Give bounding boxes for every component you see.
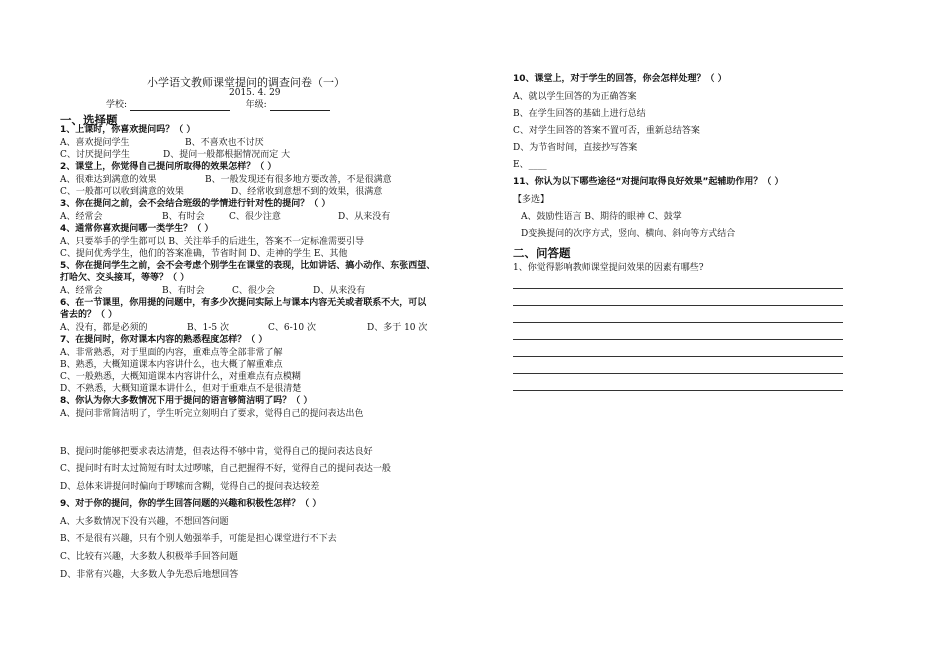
question-1: 1、上课时，你喜欢提问吗？（ ） — [60, 125, 196, 135]
multi-select-note: 【多选】 — [513, 195, 550, 205]
option-10c[interactable]: C、对学生回答的答案不置可否，重新总结答案 — [513, 126, 700, 136]
answer-line[interactable] — [513, 288, 843, 289]
option-10a[interactable]: A、就以学生回答的为正确答案 — [513, 92, 637, 102]
option-3a[interactable]: A、经常会 — [60, 212, 103, 222]
grade-label: 年级: — [245, 100, 267, 110]
answer-line[interactable] — [513, 373, 843, 374]
option-1d[interactable]: D、提问一般都根据情况而定 大 — [163, 150, 291, 160]
option-1a[interactable]: A、喜欢提问学生 — [60, 138, 130, 148]
school-field — [106, 100, 330, 111]
question-6: 6、在一节课里，你用提的问题中，有多少次提问实际上与课本内容无关或者联系不大，可以 — [60, 298, 427, 308]
question-5-cont: 打哈欠、交头接耳，等等？（ ） — [60, 273, 190, 283]
option-8b[interactable]: B、提问时能够把要求表达清楚，但表达得不够中肯，觉得自己的提问表达良好 — [60, 447, 373, 457]
option-10e[interactable]: E、____ — [513, 160, 547, 170]
option-3c[interactable]: C、很少注意 — [229, 212, 281, 222]
option-3b[interactable]: B、有时会 — [162, 212, 205, 222]
option-7c[interactable]: C、一般熟悉，大概知道课本内容讲什么，对重难点有点模糊 — [60, 372, 301, 382]
question-6-cont: 省去的？（ ） — [60, 310, 118, 320]
answer-line[interactable] — [513, 339, 843, 340]
option-7b[interactable]: B、熟悉，大概知道课本内容讲什么，也大概了解重难点 — [60, 360, 283, 370]
page-title: 小学语文教师课堂提问的调查问卷（一） — [147, 76, 345, 89]
question-3: 3、你在提问之前，会不会结合班级的学情进行针对性的提问？（ ） — [60, 199, 331, 209]
option-7a[interactable]: A、非常熟悉，对于里面的内容，重难点等全部非常了解 — [60, 348, 283, 358]
option-6a[interactable]: A、没有，都是必须的 — [60, 323, 148, 333]
options-4-line2[interactable]: C、提问优秀学生，他们的答案准确，节省时间 D、走神的学生 E、其他 — [60, 249, 348, 259]
options-11-line1[interactable]: A、鼓励性语言 B、期待的眼神 C、鼓掌 — [521, 212, 682, 222]
option-3d[interactable]: D、从来没有 — [338, 212, 391, 222]
question-10: 10、课堂上，对于学生的回答，你会怎样处理？（ ） — [513, 74, 727, 84]
section-title-qa: 二、问答题 — [513, 246, 571, 260]
options-11-line2[interactable]: D变换提问的次序方式，竖向、横向、斜向等方式结合 — [521, 229, 736, 239]
option-5b[interactable]: B、有时会 — [162, 286, 205, 296]
answer-line[interactable] — [513, 322, 843, 323]
option-2c[interactable]: C、一般都可以收到满意的效果 — [60, 187, 184, 197]
option-2a[interactable]: A、很难达到满意的效果 — [60, 175, 157, 185]
option-6b[interactable]: B、1-5 次 — [187, 323, 229, 333]
answer-line[interactable] — [513, 390, 843, 391]
option-8c[interactable]: C、提问时有时太过简短有时太过啰嗦，自己把握得不好，觉得自己的提问表达一般 — [60, 464, 391, 474]
option-9c[interactable]: C、比较有兴趣，大多数人积极举手回答问题 — [60, 552, 238, 562]
option-6c[interactable]: C、6-10 次 — [268, 323, 316, 333]
option-2d[interactable]: D、经常收到意想不到的效果，很满意 — [231, 187, 383, 197]
question-8: 8、你认为你大多数情况下用于提问的语言够简洁明了吗？（ ） — [60, 396, 313, 406]
option-9d[interactable]: D、非常有兴趣，大多数人争先恐后地想回答 — [60, 570, 239, 580]
option-1b[interactable]: B、不喜欢也不讨厌 — [185, 138, 264, 148]
question-5: 5、你在提问学生之前，会不会考虑个别学生在课堂的表现，比如讲话、搞小动作、东张西望、 — [60, 261, 436, 271]
option-9b[interactable]: B、不是很有兴趣，只有个别人勉强举手，可能是担心课堂进行不下去 — [60, 534, 337, 544]
option-2b[interactable]: B、一般发现还有很多地方要改善，不是很满意 — [205, 175, 392, 185]
answer-line[interactable] — [513, 305, 843, 306]
question-9: 9、对于你的提问，你的学生回答问题的兴趣和积极性怎样？（ ） — [60, 499, 322, 509]
option-10b[interactable]: B、在学生回答的基础上进行总结 — [513, 109, 646, 119]
option-5c[interactable]: C、很少会 — [232, 286, 275, 296]
question-7: 7、在提问时，你对课本内容的熟悉程度怎样？（ ） — [60, 335, 268, 345]
option-6d[interactable]: D、多于 10 次 — [367, 323, 428, 333]
answer-line[interactable] — [513, 356, 843, 357]
option-1c[interactable]: C、讨厌提问学生 — [60, 150, 130, 160]
question-11: 11、你认为以下哪些途径“对提问取得良好效果”起辅助作用？（ ） — [513, 177, 784, 187]
option-9a[interactable]: A、大多数情况下没有兴趣，不想回答问题 — [60, 517, 229, 527]
survey-date: 2015. 4. 29 — [229, 88, 281, 98]
option-5d[interactable]: D、从来没有 — [313, 286, 366, 296]
option-5a[interactable]: A、经常会 — [60, 286, 103, 296]
option-7d[interactable]: D、不熟悉，大概知道课本讲什么，但对于重难点不是很清楚 — [60, 384, 302, 394]
question-2: 2、课堂上，你觉得自己提问所取得的效果怎样？（ ） — [60, 162, 277, 172]
grade-input[interactable] — [270, 101, 330, 111]
option-10d[interactable]: D、为节省时间，直接抄写答案 — [513, 143, 638, 153]
section-title-choice: 一、选择题 — [60, 113, 118, 127]
option-8a[interactable]: A、提问非常简洁明了，学生听完立刻明白了要求，觉得自己的提问表达出色 — [60, 409, 364, 419]
school-label: 学校: — [106, 100, 128, 110]
qa-question-1: 1、你觉得影响教师课堂提问效果的因素有哪些? — [513, 263, 704, 273]
school-input[interactable] — [130, 101, 230, 111]
question-4: 4、通常你喜欢提问哪一类学生？（ ） — [60, 224, 214, 234]
option-8d[interactable]: D、总体来讲提问时偏向于啰嗦而含糊，觉得自己的提问表达较差 — [60, 482, 320, 492]
options-4-line1[interactable]: A、只要举手的学生都可以 B、关注举手的后进生，答案不一定标准需要引导 — [60, 237, 364, 247]
